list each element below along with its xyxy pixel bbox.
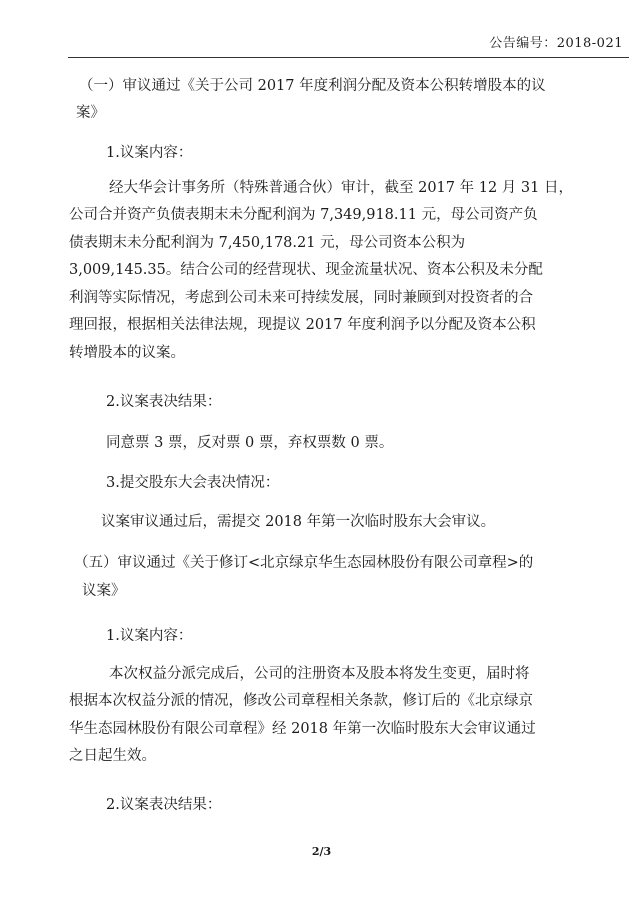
submit-heading: 3.提交股东大会表决情况： [106,475,280,491]
content-heading: 1.议案内容： [106,145,193,161]
content-heading: 1.议案内容： [106,628,193,644]
announcement-number: 公告编号：2018-021 [489,36,623,51]
paragraph-line: 之日起生效。 [69,748,156,764]
paragraph-line: 华生态园林股份有限公司章程》经 2018 年第一次临时股东大会审议通过 [69,721,536,737]
section-title-line: （一）审议通过《关于公司 2017 年度利润分配及资本公积转增股本的议 [79,78,546,94]
paragraph-line: 利润等实际情况，考虑到公司未来可持续发展，同时兼顾到对投资者的合 [69,290,533,306]
paragraph-line: 根据本次权益分派的情况，修改公司章程相关条款，修订后的《北京绿京 [69,693,533,709]
section-title-line: （五）审议通过《关于修订<北京绿京华生态园林股份有限公司章程>的 [74,555,534,571]
submit-text: 议案审议通过后，需提交 2018 年第一次临时股东大会审议。 [101,514,496,530]
page-number: 2/3 [311,845,332,858]
header-divider [68,57,629,58]
vote-heading: 2.议案表决结果： [106,394,222,410]
paragraph-line: 公司合并资产负债表期末未分配利润为 7,349,918.11 元，母公司资产负 [69,207,538,223]
vote-result: 同意票 3 票，反对票 0 票，弃权票数 0 票。 [106,435,394,451]
vote-heading: 2.议案表决结果： [106,797,222,813]
paragraph-line: 3,009,145.35。结合公司的经营现状、现金流量状况、资本公积及未分配 [69,262,543,278]
paragraph-line: 理回报，根据相关法律法规，现提议 2017 年度利润予以分配及资本公积 [69,317,536,333]
paragraph-line: 债表期末未分配利润为 7,450,178.21 元，母公司资本公积为 [69,235,466,251]
section-title-line: 议案》 [82,583,126,599]
section-title-line: 案》 [76,105,105,121]
paragraph-line: 转增股本的议案。 [69,345,185,361]
paragraph-line: 经大华会计事务所（特殊普通合伙）审计，截至 2017 年 12 月 31 日， [109,180,573,196]
paragraph-line: 本次权益分派完成后，公司的注册资本及股本将发生变更，届时将 [109,666,530,682]
